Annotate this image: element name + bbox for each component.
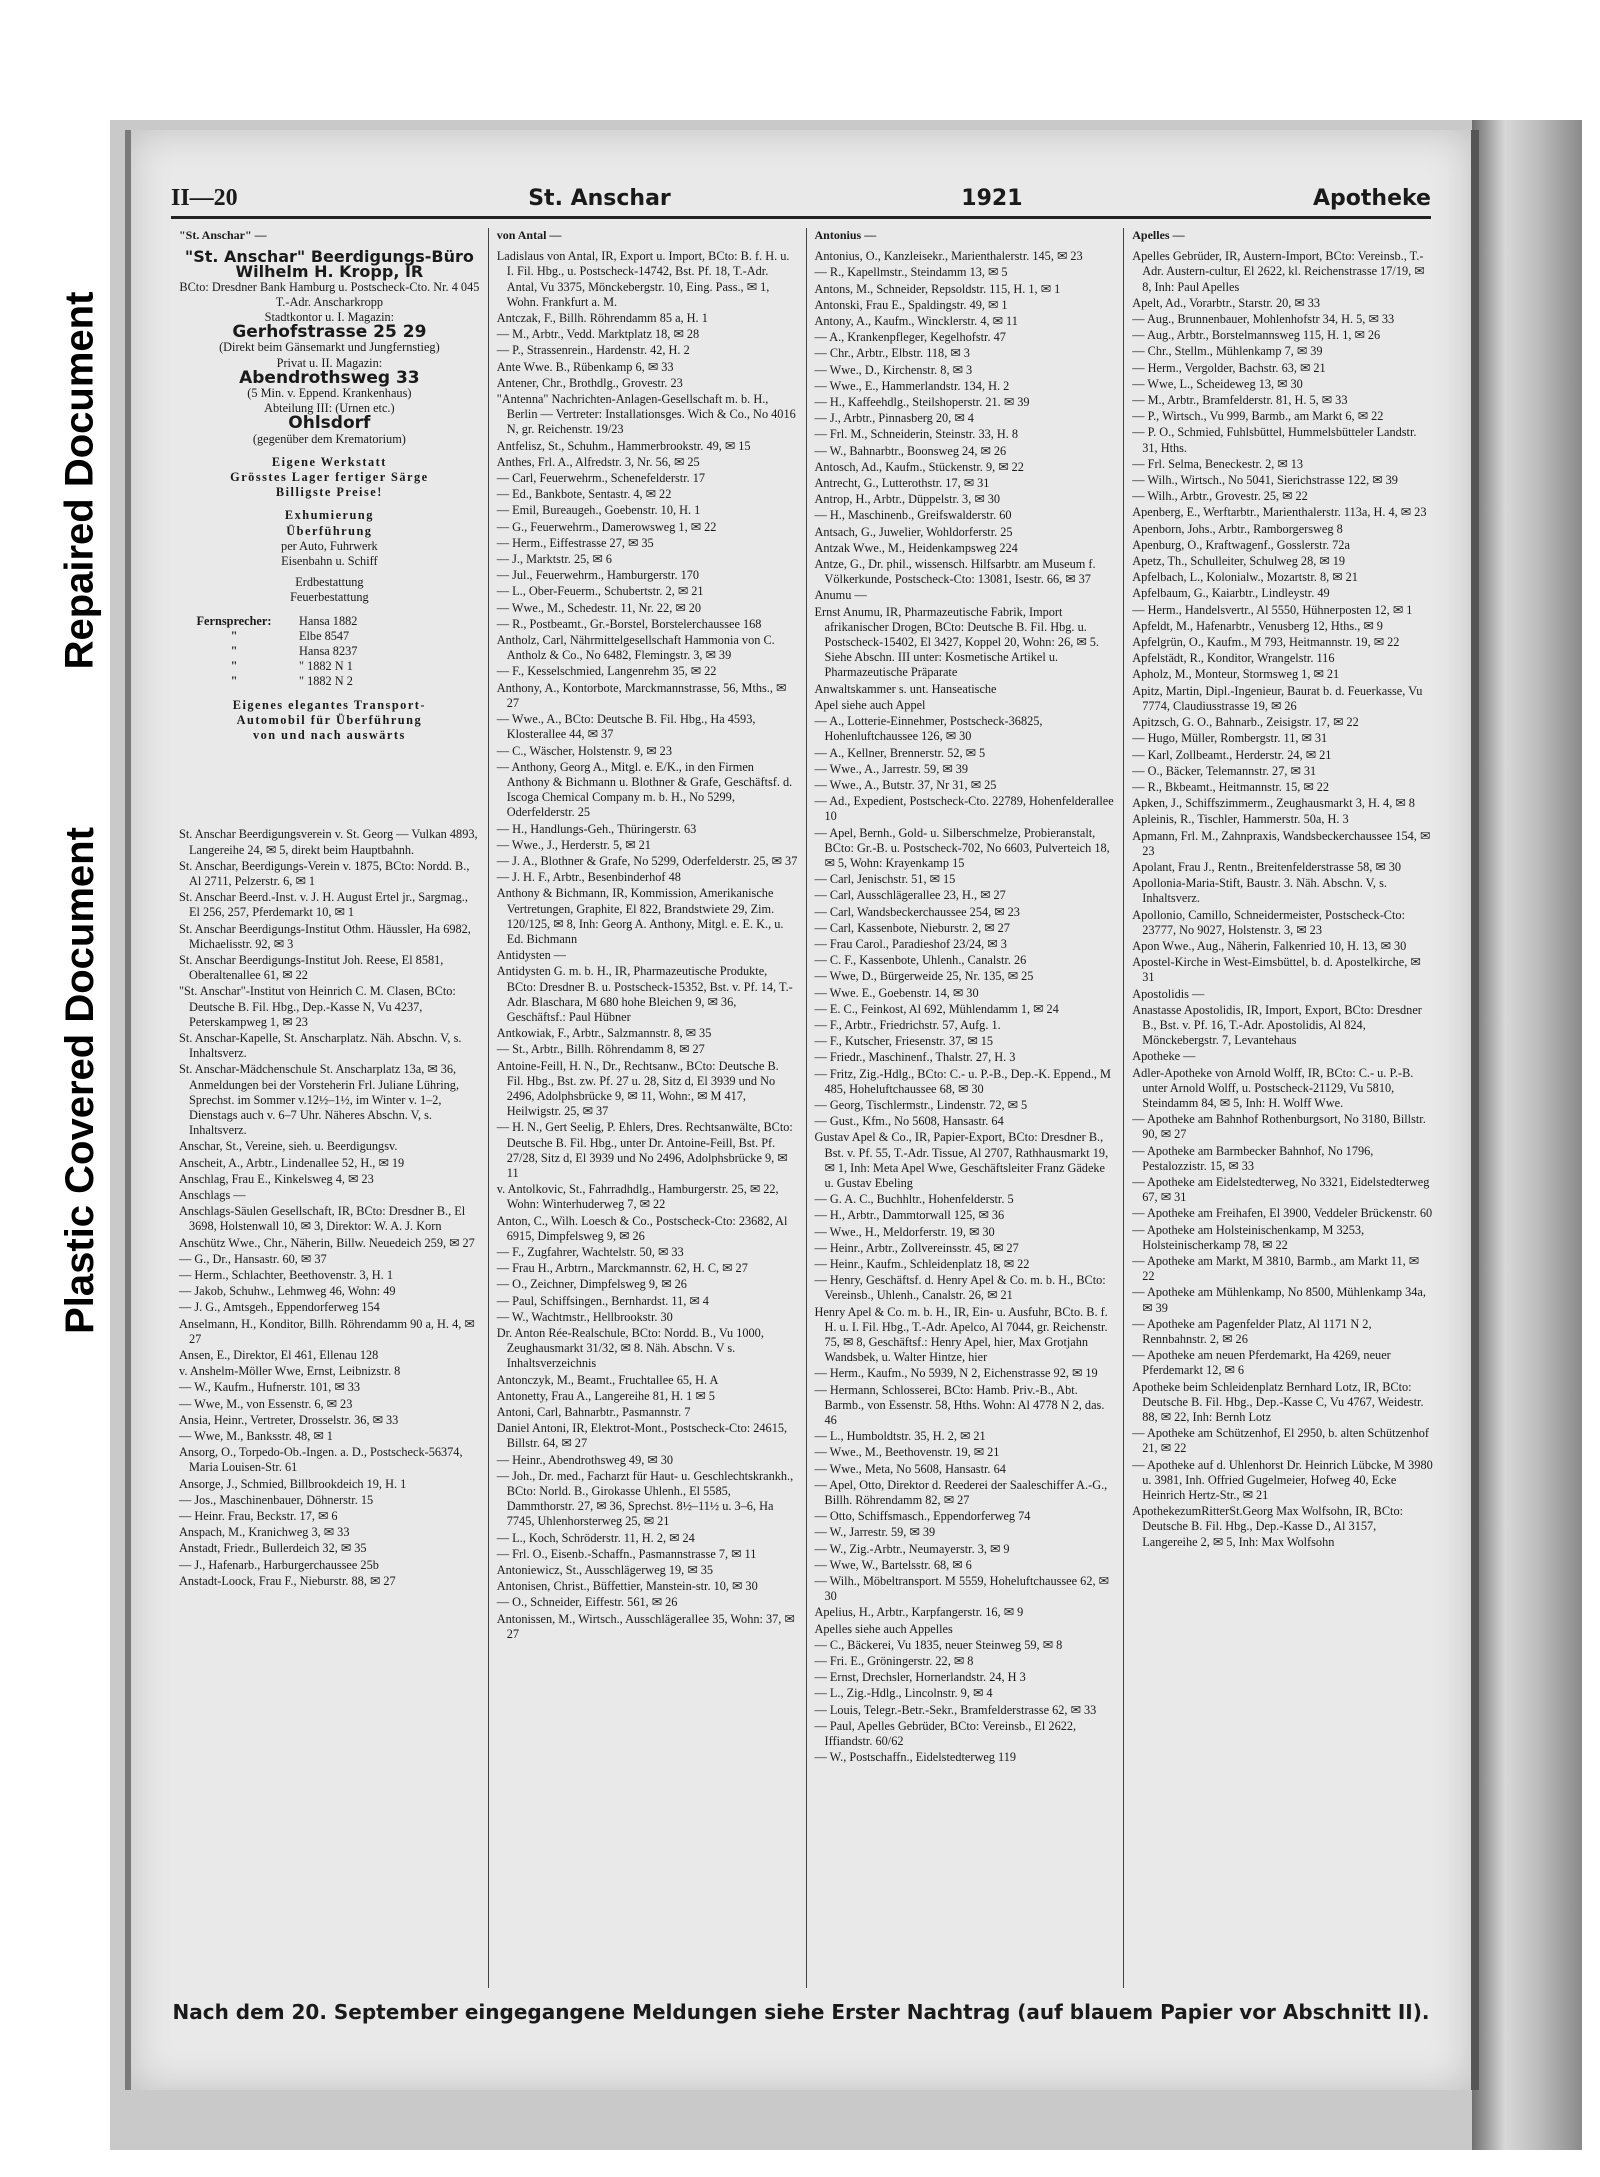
ad-street-1: Gerhofstrasse 25 29 [232, 322, 427, 343]
directory-entry: — H., Kaffeehdlg., Steilshoperstr. 21. ✉ 39 [814, 395, 1030, 410]
directory-entry: — H., Arbtr., Dammtorwall 125, ✉ 36 [814, 1208, 1005, 1223]
directory-entry: Antze, G., Dr. phil., wissensch. Hilfsarbtr. am Museum f. Völkerkunde, Postscheck-Cto: 13081, Isestr. 66, ✉ 37 [814, 557, 1096, 587]
directory-entry: Apelt, Ad., Vorarbtr., Starstr. 20, ✉ 33 [1132, 295, 1321, 310]
directory-page [125, 130, 1479, 2090]
directory-entry: Ansorge, J., Schmied, Billbrookdeich 19, H. 1 [179, 1476, 407, 1491]
plastic-covered-document-text: Plastic Covered Document [57, 826, 102, 1334]
directory-entry: — L., Koch, Schröderstr. 11, H. 2, ✉ 24 [496, 1530, 695, 1545]
directory-entry: — Frl. O., Eisenb.-Schaffn., Pasmannstrasse 7, ✉ 11 [496, 1546, 757, 1561]
directory-entry: — Ed., Bankbote, Sentastr. 4, ✉ 22 [496, 487, 672, 502]
directory-entry: — Wilh., Möbeltransport. M 5559, Hoheluftchaussee 62, ✉ 30 [814, 1574, 1109, 1604]
directory-entry: — Wwe, M., Banksstr. 48, ✉ 1 [179, 1429, 333, 1444]
directory-entry: Antonczyk, M., Beamt., Fruchtallee 65, H. A [496, 1372, 719, 1387]
directory-entry: Anthony & Bichmann, IR, Kommission, Amerikanische Vertretungen, Graphite, El 822, Brandstwiete 29, Zim. 120/125, ✉ 8, Inh: Georg A. Anthony, Mitgl. e. E. K., u. Ed. Bichmann [496, 886, 784, 946]
plastic-covered-document-label [40, 800, 120, 1360]
directory-entry: — A., Lotterie-Einnehmer, Postscheck-36825, Hohenluftchaussee 126, ✉ 30 [814, 714, 1043, 744]
directory-entry: — Wilh., Arbtr., Grovestr. 25, ✉ 22 [1132, 489, 1308, 504]
directory-entry: — Wwe., M., Beethovenstr. 19, ✉ 21 [814, 1445, 1000, 1460]
directory-entry: ApothekezumRitterSt.Georg Max Wolfsohn, IR, BCto: Deutsche B. Fil. Hbg., Dep.-Kasse D., Al 3157, Langereihe 2, ✉ 5, Inh: Max Wolfsohn [1132, 1504, 1404, 1549]
directory-entry: — W., Zig.-Arbtr., Neumayerstr. 3, ✉ 9 [814, 1541, 1010, 1556]
directory-entry: — Gust., Kfm., No 5608, Hansastr. 64 [814, 1114, 1004, 1129]
ad-workshop: Eigene Werkstatt [271, 454, 387, 469]
directory-entry: — C., Wäscher, Holstenstr. 9, ✉ 23 [496, 743, 672, 758]
directory-entry: Ante Wwe. B., Rübenkamp 6, ✉ 33 [496, 359, 674, 374]
directory-entry: — F., Kesselschmied, Langenrehm 35, ✉ 22 [496, 664, 717, 679]
directory-entry: — O., Bäcker, Telemannstr. 27, ✉ 31 [1132, 763, 1317, 778]
page-number: II—20 [171, 184, 238, 211]
ad-dept: Abteilung III: (Urnen etc.) [264, 401, 395, 416]
directory-entry: Antrecht, G., Lutterothstr. 17, ✉ 31 [814, 476, 990, 491]
directory-entry: — Wwe, D., Bürgerweide 25, Nr. 135, ✉ 25 [814, 969, 1034, 984]
directory-entry: Anscheit, A., Arbtr., Lindenallee 52, H., ✉ 19 [179, 1155, 405, 1170]
directory-entry: Anspach, M., Kranichweg 3, ✉ 33 [179, 1525, 350, 1540]
directory-entry: — Jul., Feuerwehrm., Hamburgerstr. 170 [496, 568, 700, 583]
directory-entry: — R., Kapellmstr., Steindamm 13, ✉ 5 [814, 265, 1008, 280]
directory-entry: — Joh., Dr. med., Facharzt für Haut- u. Geschlechtskrankh., BCto: Norld. B., Girokasse Uhlenh., El 5585, Dammthorstr. 27, ✉ 36, Sprechst. 8½–11½ u. 3–6, Ha 7745, Uhlenhorsterweg 25, ✉ 21 [496, 1468, 794, 1529]
directory-entry: — O., Schneider, Eiffestr. 561, ✉ 26 [496, 1595, 678, 1610]
directory-entry: — Chr., Stellm., Mühlenkamp 7, ✉ 39 [1132, 344, 1323, 359]
directory-entry: Apitzsch, G. O., Bahnarb., Zeisigstr. 17, ✉ 22 [1132, 715, 1359, 730]
directory-entry: Apfelstädt, R., Konditor, Wrangelstr. 116 [1132, 651, 1335, 666]
directory-entry: — Friedr., Maschinenf., Thalstr. 27, H. 3 [814, 1050, 1016, 1065]
directory-entry: — Wwe, M., von Essenstr. 6, ✉ 23 [179, 1396, 353, 1411]
ad-note-2: (5 Min. v. Eppend. Krankenhaus) [247, 386, 412, 401]
directory-entry: Apollonia-Maria-Stift, Baustr. 3. Näh. Abschn. V, s. Inhaltsverz. [1132, 876, 1387, 906]
ad-place: Ohlsdorf [288, 413, 371, 434]
directory-entry: — H., Maschinenb., Greifswalderstr. 60 [814, 508, 1012, 523]
directory-entry: Antzak Wwe., M., Heidenkampsweg 224 [814, 540, 1018, 555]
directory-entry: Apenberg, E., Werftarbtr., Marienthalerstr. 113a, H. 4, ✉ 23 [1132, 505, 1427, 520]
directory-entry: Antsach, G., Juwelier, Wohldorferstr. 25 [814, 524, 1013, 539]
directory-entry: — Herm., Eiffestrasse 27, ✉ 35 [496, 535, 654, 550]
directory-entry: "St. Anschar"-Institut von Heinrich C. M. Clasen, BCto: Deutsche B. Fil. Hbg., Dep.-Kasse N, Vu 4237, Peterskampweg 1, ✉ 23 [179, 984, 456, 1029]
directory-entry: — A., Kellner, Brennerstr. 52, ✉ 5 [814, 745, 986, 760]
directory-entry: — Georg, Tischlermstr., Lindenstr. 72, ✉ 5 [814, 1097, 1028, 1112]
phone-number: " 1882 N 1 [299, 659, 353, 674]
directory-entry: — Wwe. E., Goebenstr. 14, ✉ 30 [814, 985, 979, 1000]
directory-entry: — P. O., Schmied, Fuhlsbüttel, Hummelsbütteler Landstr. 31, Hths. [1132, 425, 1417, 455]
ad-transfer: Überführung [286, 523, 373, 538]
directory-entry: — A., Krankenpfleger, Kegelhofstr. 47 [814, 330, 1006, 345]
directory-entry: — Wwe., H., Meldorferstr. 19, ✉ 30 [814, 1224, 995, 1239]
directory-entry: Henry Apel & Co. m. b. H., IR, Ein- u. Ausfuhr, BCto. B. f. H. u. I. Fil. Hbg., T.-Adr. Apelco, Al 7044, gr. Reichenstr. 75, ✉ 8, Geschäftsf.: Henry Apel, hier, Max Grotjahn Wandsbek, u. Walter Hintze, hier [814, 1304, 1108, 1365]
directory-entry: — J. H. F., Arbtr., Besenbinderhof 48 [496, 870, 681, 885]
directory-entry: Apfelbach, L., Kolonialw., Mozartstr. 8, ✉ 21 [1132, 570, 1358, 585]
column-4-entries [1132, 249, 1433, 1550]
directory-entry: Ansorg, O., Torpedo-Ob.-Ingen. a. D., Postscheck-56374, Maria Louisen-Str. 61 [179, 1445, 463, 1475]
directory-entry: — Wwe., A., Butstr. 37, Nr 31, ✉ 25 [814, 777, 997, 792]
directory-entry: St. Anschar Beerd.-Inst. v. J. H. August Ertel jr., Sargmag., El 256, 257, Pferdemarkt 10, ✉ 1 [179, 890, 468, 920]
directory-entry: — L., Zig.-Hdlg., Lincolnstr. 9, ✉ 4 [814, 1686, 993, 1701]
directory-entry: Adler-Apotheke von Arnold Wolff, IR, BCto: C.- u. P.-B. unter Arnold Wolff, u. Postscheck-21129, Vu 5810, Steindamm 84, ✉ 5, Inh: H. Wolff Wwe. [1132, 1065, 1414, 1110]
directory-entry: — Chr., Arbtr., Elbstr. 118, ✉ 3 [814, 346, 970, 361]
directory-entry: — P., Wirtsch., Vu 999, Barmb., am Markt 6, ✉ 22 [1132, 409, 1384, 424]
directory-entry: — Herm., Vergolder, Bachstr. 63, ✉ 21 [1132, 360, 1326, 375]
column-1-entries [179, 827, 480, 1589]
directory-entry: — Carl, Ausschlägerallee 23, H., ✉ 27 [814, 888, 1006, 903]
directory-entry: — C. F., Kassenbote, Uhlenh., Canalstr. 26 [814, 953, 1027, 968]
directory-entry: — Jos., Maschinenbauer, Döhnerstr. 15 [179, 1492, 374, 1507]
directory-entry: — W., Bahnarbtr., Boonsweg 24, ✉ 26 [814, 443, 1007, 458]
directory-entry: — F., Zugfahrer, Wachtelstr. 50, ✉ 33 [496, 1245, 684, 1259]
directory-entry: — M., Arbtr., Vedd. Marktplatz 18, ✉ 28 [496, 327, 700, 342]
directory-entry: — Heinr., Abendrothsweg 49, ✉ 30 [496, 1452, 674, 1467]
directory-entry: Apotheke — [1132, 1049, 1196, 1064]
directory-entry: St. Anschar Beerdigungs-Institut Othm. Häussler, Ha 6982, Michaelisstr. 92, ✉ 3 [179, 921, 471, 951]
directory-entry: — Apotheke am Holsteinischenkamp, M 3253, Holsteinischerkamp 78, ✉ 22 [1132, 1222, 1365, 1252]
directory-entry: Antkowiak, F., Arbtr., Salzmannstr. 8, ✉ 35 [496, 1026, 712, 1041]
directory-entry: — Apotheke am Schützenhof, El 2950, b. alten Schützenhof 21, ✉ 22 [1132, 1426, 1430, 1456]
directory-entry: — Apotheke am neuen Pferdemarkt, Ha 4269, neuer Pferdemarkt 12, ✉ 6 [1132, 1348, 1391, 1378]
directory-entry: v. Antolkovic, St., Fahrradhdlg., Hamburgerstr. 25, ✉ 22, Wohn: Winterhuderweg 7, ✉ 22 [496, 1182, 779, 1212]
directory-entry: — Wwe., D., Kirchenstr. 8, ✉ 3 [814, 362, 973, 377]
page-header [171, 180, 1431, 219]
directory-entry: Antfelisz, St., Schuhm., Hammerbrookstr. 49, ✉ 15 [496, 438, 751, 453]
directory-entry: Apostel-Kirche in West-Eimsbüttel, b. d. Apostelkirche, ✉ 31 [1132, 955, 1421, 985]
directory-entry: — F., Arbtr., Friedrichstr. 57, Aufg. 1. [814, 1017, 1001, 1032]
directory-entry: Anwaltskammer s. unt. Hanseatische [814, 681, 997, 696]
directory-entry: — Carl, Feuerwehrm., Schenefelderstr. 17 [496, 471, 706, 486]
directory-entry: Gustav Apel & Co., IR, Papier-Export, BCto: Dresdner B., Bst. v. Pf. 55, T.-Adr. Tissue, Al 2707, Rathhausmarkt 19, ✉ 1, Inh: Meta Apel Wwe, Geschäftsleiter Franz Gädeke u. Gustav Ebeling [814, 1130, 1109, 1190]
directory-entry: St. Anschar, Beerdigungs-Verein v. 1875, BCto: Nordd. B., Al 2711, Pelzerstr. 6, ✉ 1 [179, 858, 470, 888]
directory-entry: Apelles siehe auch Appelles [814, 1621, 953, 1636]
directory-entry: — Karl, Zollbeamt., Herderstr. 24, ✉ 21 [1132, 747, 1332, 762]
directory-entry: — W., Wachtmstr., Hellbrookstr. 30 [496, 1309, 673, 1324]
column-3 [806, 228, 1124, 1988]
directory-entry: — J., Marktstr. 25, ✉ 6 [496, 552, 612, 567]
directory-entry: Antonissen, M., Wirtsch., Ausschlägerallee 35, Wohn: 37, ✉ 27 [496, 1611, 795, 1641]
section-end: Apotheke [1313, 185, 1431, 211]
directory-entry: — F., Kutscher, Friesenstr. 37, ✉ 15 [814, 1034, 994, 1049]
directory-entry: Anton, C., Wilh. Loesch & Co., Postscheck-Cto: 23682, Al 6915, Dimpfelsweg 9, ✉ 26 [496, 1213, 788, 1243]
ad-note-1: (Direkt beim Gänsemarkt und Jungfernstieg) [219, 340, 440, 355]
directory-entry: Anthes, Frl. A., Alfredstr. 3, Nr. 56, ✉ 25 [496, 454, 700, 469]
directory-entry: — Apotheke auf d. Uhlenhorst Dr. Heinrich Lübcke, M 3980 u. 3981, Inh. Offried Gugelmeier, Hofweg 40, Ecke Heinrich Hertz-Str., ✉ 21 [1132, 1457, 1433, 1503]
directory-entry: — Wilh., Wirtsch., No 5041, Sierichstrasse 122, ✉ 39 [1132, 473, 1398, 488]
directory-entry: — R., Bkbeamt., Heitmannstr. 15, ✉ 22 [1132, 779, 1330, 794]
directory-entry: — Heinr. Frau, Beckstr. 17, ✉ 6 [179, 1509, 338, 1524]
footer-note: Nach dem 20. September eingegangene Meldungen siehe Erster Nachtrag (auf blauem Papier vor Abschnitt II). [172, 2000, 1430, 2024]
directory-entry: Apholz, M., Monteur, Stormsweg 1, ✉ 21 [1132, 667, 1340, 682]
directory-entry: Ernst Anumu, IR, Pharmazeutische Fabrik, Import afrikanischer Drogen, BCto: Deutsche B. Fil. Hbg. u. Postscheck-15402, El 3427, Koppel 20, Wohn: 26, ✉ 5. Siehe Abschn. III unter: Kosmetische Artikel u. Pharmazeutische Präparate [814, 604, 1099, 680]
directory-entry: — G., Feuerwehrm., Damerowsweg 1, ✉ 22 [496, 519, 717, 534]
directory-entry: — M., Arbtr., Bramfelderstr. 81, H. 5, ✉ 33 [1132, 393, 1348, 408]
phone-row [179, 629, 480, 644]
ad-transport: per Auto, Fuhrwerk [281, 538, 378, 553]
directory-entry: — Aug., Arbtr., Borstelmannsweg 115, H. 1, ✉ 26 [1132, 328, 1381, 343]
directory-entry: Ansia, Heinr., Vertreter, Drosselstr. 36, ✉ 33 [179, 1412, 399, 1427]
directory-entry: Apenburg, O., Kraftwagenf., Gosslerstr. 72a [1132, 537, 1350, 552]
directory-entry: — G., Dr., Hansastr. 60, ✉ 37 [179, 1251, 327, 1266]
ad-auto-2: Automobil für Überführung [236, 712, 423, 727]
directory-entry: — Carl, Kassenbote, Nieburstr. 2, ✉ 27 [814, 920, 1010, 935]
section-start: St. Anschar [528, 185, 671, 211]
directory-entry: Antoni, Carl, Bahnarbtr., Pasmannstr. 7 [496, 1405, 691, 1420]
column-2 [488, 228, 806, 1988]
directory-entry: — E. C., Feinkost, Al 692, Mühlendamm 1, ✉ 24 [814, 1001, 1059, 1016]
ad-fire: Feuerbestattung [290, 590, 369, 605]
directory-entry: — Henry, Geschäftsf. d. Henry Apel & Co. m. b. H., BCto: Vereinsb., Uhlenh., Canalstr. 26, ✉ 21 [814, 1273, 1106, 1303]
directory-entry: — Fritz, Zig.-Hdlg., BCto: C.- u. P.-B., Dep.-K. Eppend., M 485, Hoheluftchaussee 68, ✉ 30 [814, 1066, 1111, 1096]
directory-entry: Daniel Antoni, IR, Elektrot-Mont., Postscheck-Cto: 24615, Billstr. 64, ✉ 27 [496, 1421, 788, 1451]
directory-entry: — Frau H., Arbtrn., Marckmannstr. 62, H. C, ✉ 27 [496, 1261, 748, 1276]
directory-entry: — J., Hafenarb., Harburgerchaussee 25b [179, 1557, 379, 1572]
directory-entry: — Heinr., Arbtr., Zollvereinsstr. 45, ✉ 27 [814, 1240, 1019, 1255]
directory-entry: — Wwe., E., Hammerlandstr. 134, H. 2 [814, 378, 1010, 393]
directory-entry: — J. A., Blothner & Grafe, No 5299, Oderfelderstr. 25, ✉ 37 [496, 853, 798, 868]
directory-entry: — Frl. M., Schneiderin, Steinstr. 33, H. 8 [814, 427, 1019, 442]
column-head: von Antal — [496, 228, 562, 242]
phone-row [179, 614, 480, 629]
directory-entry: — Carl, Wandsbeckerchaussee 254, ✉ 23 [814, 904, 1020, 919]
directory-entry: Apotheke beim Schleidenplatz Bernhard Lotz, IR, BCto: Deutsche B. Fil. Hbg., Dep.-Kasse C, Vu 4767, Weidestr. 88, ✉ 22, Inh: Bernh Lotz [1132, 1379, 1424, 1425]
directory-entry: — H., Handlungs-Geh., Thüringerstr. 63 [496, 821, 697, 836]
phone-number: Elbe 8547 [299, 628, 350, 643]
column-2-entries [497, 249, 798, 1642]
directory-entry: — O., Zeichner, Dimpfelsweg 9, ✉ 26 [496, 1277, 687, 1292]
directory-entry: Anstadt, Friedr., Bullerdeich 32, ✉ 35 [179, 1541, 367, 1556]
directory-entry: — Carl, Jenischstr. 51, ✉ 15 [814, 872, 956, 887]
ad-title: "St. Anschar" Beerdigungs-Büro Wilhelm H. Kropp, IR [184, 247, 474, 282]
directory-entry: — L., Ober-Feuerm., Schubertstr. 2, ✉ 21 [496, 584, 704, 599]
repaired-document-text: Repaired Document [57, 291, 102, 669]
directory-entry: Anschlags-Säulen Gesellschaft, IR, BCto: Dresdner B., El 3698, Holstenwall 10, ✉ 3, Direktor: W. A. J. Korn [179, 1204, 466, 1234]
phone-row [179, 659, 480, 674]
ad-tadr: T.-Adr. Anscharkropp [275, 294, 384, 309]
phone-row [179, 674, 480, 689]
ad-street-2: Abendrothsweg 33 [239, 367, 420, 388]
directory-entry: Apon Wwe., Aug., Näherin, Falkenried 10, H. 13, ✉ 30 [1132, 938, 1407, 953]
directory-entry: Antonisen, Christ., Büffettier, Manstein-str. 10, ✉ 30 [496, 1579, 758, 1594]
directory-entry: Antoniewicz, St., Ausschlägerweg 19, ✉ 35 [496, 1563, 713, 1578]
directory-entry: Anstadt-Loock, Frau F., Nieburstr. 88, ✉ 27 [179, 1573, 396, 1588]
ad-auto-3: von und nach auswärts [252, 728, 406, 743]
directory-entry: — Apotheke am Bahnhof Rothenburgsort, No 3180, Billstr. 90, ✉ 27 [1132, 1112, 1426, 1142]
directory-entry: St. Anschar Beerdigungsverein v. St. Georg — Vulkan 4893, Langereihe 24, ✉ 5, direkt beim Hauptbahnh. [179, 827, 478, 857]
directory-entry: Apetz, Th., Schulleiter, Schulweg 28, ✉ 19 [1132, 554, 1346, 569]
directory-entry: Antosch, Ad., Kaufm., Stückenstr. 9, ✉ 22 [814, 459, 1024, 474]
directory-entry: Apostolidis — [1132, 986, 1205, 1001]
directory-entry: — Emil, Bureaugeh., Goebenstr. 10, H. 1 [496, 503, 701, 518]
directory-entry: — St., Arbtr., Billh. Röhrendamm 8, ✉ 27 [496, 1042, 705, 1057]
directory-entry: Anschlags — [179, 1187, 246, 1202]
phone-label: " [230, 659, 238, 674]
directory-entry: — Wwe., A., BCto: Deutsche B. Fil. Hbg., Ha 4593, Klosterallee 44, ✉ 37 [496, 712, 756, 742]
directory-entry: — W., Jarrestr. 59, ✉ 39 [814, 1525, 936, 1540]
directory-entry: — Frl. Selma, Beneckestr. 2, ✉ 13 [1132, 456, 1304, 471]
ad-prices: Billigste Preise! [275, 485, 383, 500]
directory-entry: — W., Postschaffn., Eidelstedterweg 119 [814, 1750, 1017, 1765]
ad-office: Stadtkontor u. I. Magazin: [264, 310, 395, 325]
ad-rail: Eisenbahn u. Schiff [281, 554, 378, 569]
ad-phones [179, 614, 480, 690]
directory-entry: Apfelbaum, G., Kaiarbtr., Lindleystr. 49 [1132, 586, 1330, 601]
directory-entry: Apel siehe auch Appel [814, 697, 926, 712]
directory-entry: Apken, J., Schiffszimmerm., Zeughausmarkt 3, H. 4, ✉ 8 [1132, 796, 1415, 811]
directory-entry: — Fri. E., Gröningerstr. 22, ✉ 8 [814, 1654, 974, 1669]
year: 1921 [961, 185, 1023, 211]
directory-entry: "Antenna" Nachrichten-Anlagen-Gesellschaft m. b. H., Berlin — Vertreter: Installationsges. Wich & Co., No 4016 N, gr. Reichenstr. 19/23 [496, 392, 796, 437]
directory-entry: — Heinr., Kaufm., Schleidenplatz 18, ✉ 22 [814, 1257, 1030, 1271]
directory-entry: Antholz, Carl, Nährmittelgesellschaft Hammonia von C. Antholz & Co., No 6482, Flemingstr. 3, ✉ 39 [496, 633, 775, 663]
directory-entry: — J. G., Amtsgeh., Eppendorferweg 154 [179, 1300, 380, 1315]
directory-entry: — Herm., Handelsvertr., Al 5550, Hühnerposten 12, ✉ 1 [1132, 602, 1413, 617]
phone-label: Fernsprecher: [196, 613, 272, 628]
directory-entry: Anschar, St., Vereine, sieh. u. Beerdigungsv. [179, 1139, 398, 1154]
directory-entry: Antczak, F., Billh. Röhrendamm 85 a, H. 1 [496, 311, 708, 326]
directory-entry: Anthony, A., Kontorbote, Marckmannstrasse, 56, Mths., ✉ 27 [496, 680, 787, 710]
ad-exhum: Exhumierung [284, 508, 374, 523]
directory-entry: Apfelgrün, O., Kaufm., M 793, Heitmannstr. 19, ✉ 22 [1132, 635, 1400, 650]
directory-entry: — Apotheke am Barmbecker Bahnhof, No 1796, Pestalozzistr. 15, ✉ 33 [1132, 1143, 1374, 1173]
directory-entry: — Apotheke am Markt, M 3810, Barmb., am Markt 11, ✉ 22 [1132, 1254, 1420, 1284]
directory-entry: v. Anshelm-Möller Wwe, Ernst, Leibnizstr. 8 [179, 1364, 401, 1379]
directory-entry: Apelius, H., Arbtr., Karpfangerstr. 16, ✉ 9 [814, 1605, 1024, 1620]
directory-entry: Antonetty, Frau A., Langereihe 81, H. 1 ✉ 5 [496, 1388, 715, 1403]
directory-entry: — Hugo, Müller, Rombergstr. 11, ✉ 31 [1132, 731, 1328, 746]
directory-entry: — Ad., Expedient, Postscheck-Cto. 22789, Hohenfelderallee 10 [814, 794, 1114, 824]
ad-private: Privat u. II. Magazin: [276, 355, 383, 370]
ad-auto-1: Eigenes elegantes Transport- [232, 697, 426, 712]
phone-number: " 1882 N 2 [299, 674, 353, 689]
directory-entry: — Apotheke am Eidelstedterweg, No 3321, Eidelstedterweg 67, ✉ 31 [1132, 1174, 1430, 1205]
directory-entry: — Aug., Brunnenbauer, Mohlenhofstr 34, H. 5, ✉ 33 [1132, 312, 1395, 327]
directory-entry: Ansen, E., Direktor, El 461, Ellenau 128 [179, 1348, 379, 1362]
repaired-document-label [40, 200, 120, 760]
directory-entry: — Wwe., J., Herderstr. 5, ✉ 21 [496, 837, 651, 852]
directory-entry: Antrop, H., Arbtr., Düppelstr. 3, ✉ 30 [814, 492, 1001, 507]
directory-entry: Apleinis, R., Tischler, Hammerstr. 50a, H. 3 [1132, 812, 1349, 827]
column-3-entries [815, 249, 1116, 1765]
directory-entry: — Anthony, Georg A., Mitgl. e. E/K., in den Firmen Anthony & Bichmann u. Blothner & Grafe, Geschäftsf. d. Iscoga Chemical Company m. b. H., No 5299, Oderfelderstr. 25 [496, 759, 793, 820]
phone-label: " [230, 644, 238, 659]
directory-entry: — W., Kaufm., Hufnerstr. 101, ✉ 33 [179, 1380, 361, 1395]
phone-number: Hansa 8237 [299, 644, 358, 659]
ad-bank: BCto: Dresdner Bank Hamburg u. Postscheck-Cto. Nr. 4 045 [179, 279, 480, 294]
directory-entry: — Wwe, W., Bartelsstr. 68, ✉ 6 [814, 1557, 972, 1572]
directory-entry: Apenborn, Johs., Arbtr., Ramborgersweg 8 [1132, 521, 1343, 536]
directory-entry: Dr. Anton Rée-Realschule, BCto: Nordd. B., Vu 1000, Zeughausmarkt 31/32, ✉ 8. Näh. Abschn. V s. Inhaltsverzeichnis [496, 1326, 764, 1371]
column-1 [171, 228, 488, 1988]
directory-entry: — Jakob, Schuhw., Lehmweg 46, Wohn: 49 [179, 1284, 396, 1299]
column-head: "St. Anschar" — [179, 228, 267, 242]
directory-entry: Apollonio, Camillo, Schneidermeister, Postscheck-Cto: 23777, No 9027, Holstenstr. 3, ✉ 23 [1132, 907, 1405, 937]
directory-entry: — Louis, Telegr.-Betr.-Sekr., Bramfelderstrasse 62, ✉ 33 [814, 1702, 1097, 1717]
column-head: Apelles — [1132, 228, 1185, 242]
phone-row [179, 644, 480, 659]
column-4 [1123, 228, 1441, 1988]
directory-entry: — Wwe, L., Scheideweg 13, ✉ 30 [1132, 376, 1303, 391]
directory-entry: — L., Humboldtstr. 35, H. 2, ✉ 21 [814, 1429, 986, 1444]
directory-entry: Antonius, O., Kanzleisekr., Marienthalerstr. 145, ✉ 23 [814, 249, 1083, 264]
directory-entry: Apfeldt, M., Hafenarbtr., Venusberg 12, Hths., ✉ 9 [1132, 618, 1383, 633]
directory-entry: Antons, M., Schneider, Repsoldstr. 115, H. 1, ✉ 1 [814, 281, 1061, 296]
directory-entry: — Wwe., A., Jarrestr. 59, ✉ 39 [814, 761, 969, 776]
directory-entry: — Apotheke am Pagenfelder Platz, Al 1171 N 2, Rennbahnstr. 2, ✉ 26 [1132, 1316, 1372, 1347]
directory-entry: Apolant, Frau J., Rentn., Breitenfelderstrasse 58, ✉ 30 [1132, 859, 1402, 874]
directory-entry: Anumu — [814, 588, 867, 603]
directory-entry: — Hermann, Schlosserei, BCto: Hamb. Priv.-B., Abt. Barmb., von Essenstr. 58, Hths. Wohn: Al 4778 N 2, das. 46 [814, 1382, 1105, 1428]
directory-entry: Antonski, Frau E., Spaldingstr. 49, ✉ 1 [814, 297, 1008, 312]
adjacent-page-edge [1472, 120, 1582, 2150]
directory-entry: — Apotheke am Mühlenkamp, No 8500, Mühlenkamp 34a, ✉ 39 [1132, 1285, 1426, 1315]
directory-entry: Anschlag, Frau E., Kinkelsweg 4, ✉ 23 [179, 1171, 374, 1186]
directory-entry: — H. N., Gert Seelig, P. Ehlers, Dres. Rechtsanwälte, BCto: Deutsche B. Fil. Hbg., unter Dr. Antoine-Feill, Bst. Pf. 27/28, Sitz d, El 3939 und No 2496, Adolphsbrücke 9, ✉ 11 [496, 1120, 793, 1180]
directory-entry: — Ernst, Drechsler, Hornerlandstr. 24, H 3 [814, 1670, 1026, 1685]
phone-label: " [230, 628, 238, 643]
directory-entry: Apelles Gebrüder, IR, Austern-Import, BCto: Vereinsb., T.-Adr. Austern-cultur, El 2622, kl. Reichenstrasse 17/19, ✉ 8, Inh: Paul Apelles [1132, 249, 1425, 294]
directory-entry: — Paul, Schiffsingen., Bernhardst. 11, ✉ 4 [496, 1293, 709, 1308]
directory-entry: Antidysten G. m. b. H., IR, Pharmazeutische Produkte, BCto: Dresdner B. u. Postscheck-15352, Bst. v. Pf. 14, T.-Adr. Blaschara, M 680 hohe Bleichen 9, ✉ 36, Geschäftsf.: Paul Hübner [496, 964, 793, 1024]
directory-entry: Antidysten — [496, 948, 567, 963]
ad-burial: Erdbestattung [295, 575, 364, 590]
ad-note-3: (gegenüber dem Krematorium) [252, 431, 406, 446]
directory-entry: Anselmann, H., Konditor, Billh. Röhrendamm 90 a, H. 4, ✉ 27 [179, 1316, 475, 1346]
directory-entry: — Paul, Apelles Gebrüder, BCto: Vereinsb., El 2622, Iffiandstr. 60/62 [814, 1718, 1077, 1749]
column-head: Antonius — [814, 228, 877, 242]
directory-entry: St. Anschar Beerdigungs-Institut Joh. Reese, El 8581, Oberaltenallee 61, ✉ 22 [179, 952, 444, 983]
directory-entry: — Apotheke am Freihafen, El 3900, Veddeler Brückenstr. 60 [1132, 1206, 1433, 1221]
directory-entry: Antoine-Feill, H. N., Dr., Rechtsanw., BCto: Deutsche B. Fil. Hbg., Bst. zw. Pf. 27 u. 28, Sitz d, El 3939 und No 2496, Adolphsbrücke 9, ✉ 11, Wohn:, ✉ M 417, Heilwigstr. 25, ✉ 37 [496, 1058, 779, 1119]
directory-entry: St. Anschar-Mädchenschule St. Anscharplatz 13a, ✉ 36, Anmeldungen bei der Vorsteherin Frl. Juliane Lühring, Sprechst. im Sommer v.12½–1½, im Winter v. 1–2, Dienstags auch v. 6–7 Uhr. Näheres Abschn. V, s. Inhaltsverz. [179, 1062, 460, 1138]
directory-entry: Anastasse Apostolidis, IR, Import, Export, BCto: Dresdner B., Bst. v. Pf. 16, T.-Adr. Apostolidis, Al 824, Mönckebergstr. 7, Levantehaus [1132, 1002, 1422, 1048]
directory-entry: — Herm., Kaufm., No 5939, N 2, Eichenstrasse 92, ✉ 19 [814, 1366, 1098, 1381]
directory-entry: — Wwe., Meta, No 5608, Hansastr. 64 [814, 1461, 1006, 1476]
directory-entry: Antony, A., Kaufm., Wincklerstr. 4, ✉ 11 [814, 314, 1018, 329]
directory-entry: — Herm., Schlachter, Beethovenstr. 3, H. 1 [179, 1267, 393, 1282]
kropp-advertisement [179, 249, 480, 743]
directory-entry: Ladislaus von Antal, IR, Export u. Import, BCto: B. f. H. u. I. Fil. Hbg., u. Postscheck-14742, Bst. Pf. 18, T.-Adr. Antal, Vu 3375, Mönckebergstr. 10, Eing. Pass., ✉ 1, Wohn. Frankfurt a. M. [496, 249, 790, 309]
directory-entry: — Apel, Otto, Direktor d. Reederei der Saaleschiffer A.-G., Billh. Röhrendamm 82, ✉ 27 [814, 1477, 1108, 1508]
directory-entry: Apmann, Frl. M., Zahnpraxis, Wandsbeckerchaussee 154, ✉ 23 [1132, 828, 1431, 858]
column-gap [179, 747, 480, 827]
directory-entry: St. Anschar-Kapelle, St. Anscharplatz. Näh. Abschn. V, s. Inhaltsverz. [179, 1030, 462, 1061]
directory-entry: — J., Arbtr., Pinnasberg 20, ✉ 4 [814, 411, 974, 426]
directory-entry: Anschütz Wwe., Chr., Näherin, Billw. Neuedeich 259, ✉ 27 [179, 1235, 475, 1250]
directory-entry: — Frau Carol., Paradieshof 23/24, ✉ 3 [814, 936, 1007, 951]
columns [171, 228, 1441, 1988]
directory-entry: — Otto, Schiffsmasch., Eppendorferweg 74 [814, 1509, 1031, 1524]
phone-number: Hansa 1882 [299, 613, 358, 628]
directory-entry: — G. A. C., Buchhltr., Hohenfelderstr. 5 [814, 1192, 1014, 1207]
directory-entry: — C., Bäckerei, Vu 1835, neuer Steinweg 59, ✉ 8 [814, 1637, 1063, 1652]
directory-entry: Antener, Chr., Brothdlg., Grovestr. 23 [496, 375, 683, 390]
phone-label: " [230, 674, 238, 689]
directory-entry: — P., Strassenrein., Hardenstr. 42, H. 2 [496, 343, 690, 358]
directory-entry: Apitz, Martin, Dipl.-Ingenieur, Baurat b. d. Feuerkasse, Vu 7774, Claudiusstrasse 19, ✉ 26 [1132, 683, 1423, 713]
directory-entry: — Wwe., M., Schedestr. 11, Nr. 22, ✉ 20 [496, 600, 702, 615]
directory-entry: — Apel, Bernh., Gold- u. Silberschmelze, Probieranstalt, BCto: Gr.-B. u. Postscheck-702, No 6603, Pulverteich 18, ✉ 5, Wohn: Krayenkamp 15 [814, 825, 1110, 870]
directory-entry: — R., Postbeamt., Gr.-Borstel, Borstelerchaussee 168 [496, 616, 762, 631]
ad-stock: Grösstes Lager fertiger Särge [230, 470, 429, 485]
